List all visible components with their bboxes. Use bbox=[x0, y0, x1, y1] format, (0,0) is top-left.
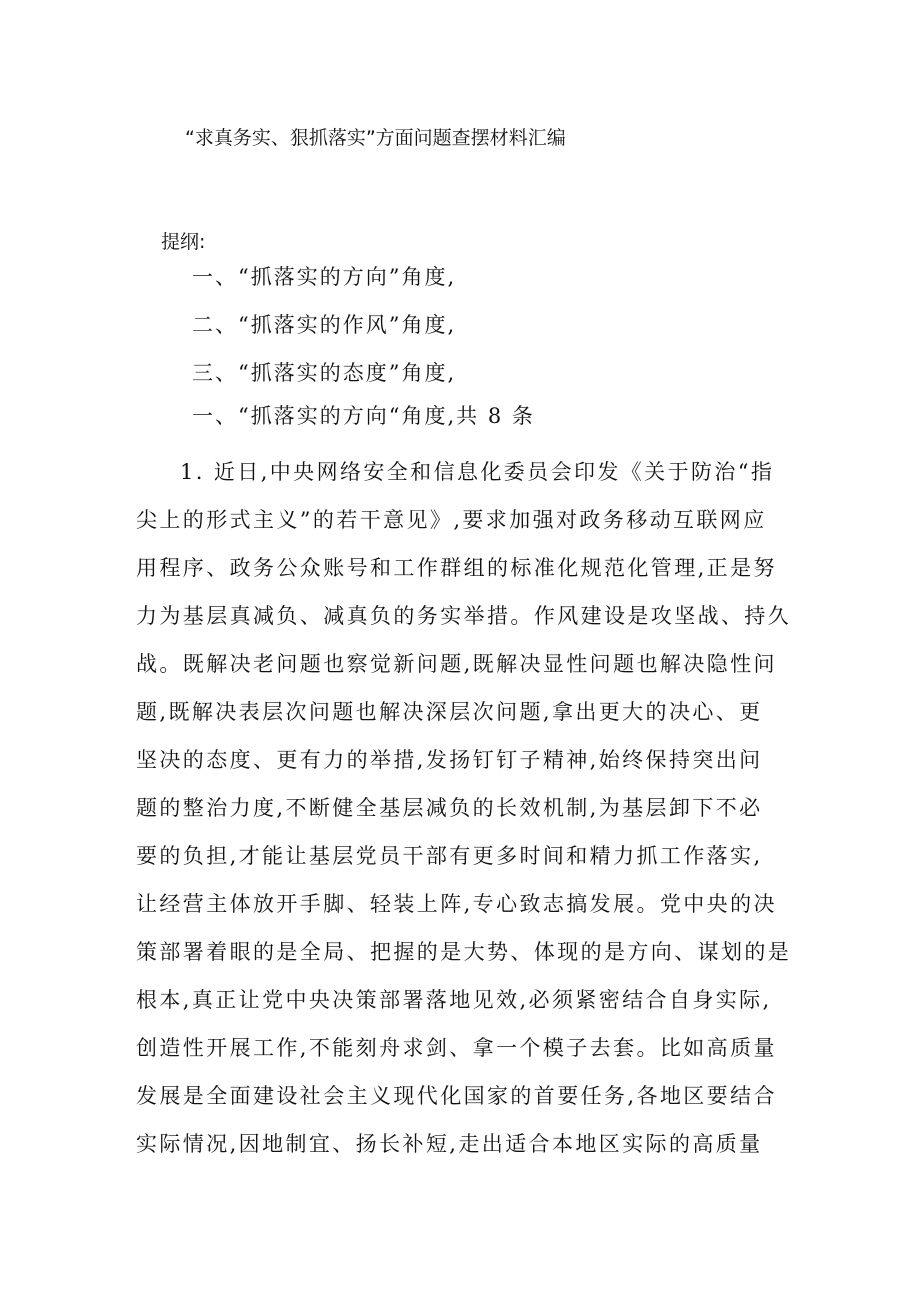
outline-item-1: 一、“抓落实的方向”角度, bbox=[192, 265, 457, 289]
paragraph-line: 用程序、政务公众账号和工作群组的标准化规范化管理,正是努 bbox=[136, 556, 777, 580]
paragraph-line: 1. 近日,中央网络安全和信息化委员会印发《关于防治“指 bbox=[180, 460, 775, 484]
paragraph-line: 发展是全面建设社会主义现代化国家的首要任务,各地区要结合 bbox=[136, 1084, 777, 1108]
paragraph-line: 实际情况,因地制宜、扬长补短,走出适合本地区实际的高质量 bbox=[136, 1132, 763, 1156]
paragraph-line: 题的整治力度,不断健全基层减负的长效机制,为基层卸下不必 bbox=[136, 796, 763, 820]
paragraph-line: 让经营主体放开手脚、轻装上阵,专心致志搞发展。党中央的决 bbox=[136, 892, 777, 916]
paragraph-line: 战。既解决老问题也察觉新问题,既解决显性问题也解决隐性问 bbox=[136, 652, 777, 676]
paragraph-line: 坚决的态度、更有力的举措,发扬钉钉子精神,始终保持突出问 bbox=[136, 748, 763, 772]
document-title: “求真务实、狠抓落实”方面问题查摆材料汇编 bbox=[185, 127, 566, 149]
paragraph-line: 根本,真正让党中央决策部署落地见效,必须紧密结合自身实际, bbox=[136, 988, 772, 1012]
outline-label: 提纲: bbox=[161, 231, 206, 253]
paragraph-line: 策部署着眼的是全局、把握的是大势、体现的是方向、谋划的是 bbox=[136, 940, 792, 964]
body-paragraph bbox=[136, 448, 796, 1168]
outline-item-3: 三、“抓落实的态度”角度, bbox=[192, 361, 457, 385]
section-heading: 一、“抓落实的方向“角度,共 8 条 bbox=[192, 404, 535, 428]
paragraph-line: 尖上的形式主义”的若干意见》,要求加强对政务移动互联网应 bbox=[136, 508, 767, 532]
paragraph-line: 要的负担,才能让基层党员干部有更多时间和精力抓工作落实, bbox=[136, 844, 763, 868]
outline-item-2: 二、“抓落实的作风”角度, bbox=[192, 313, 457, 337]
paragraph-line: 力为基层真减负、减真负的务实举措。作风建设是攻坚战、持久 bbox=[136, 604, 792, 628]
paragraph-line: 创造性开展工作,不能刻舟求剑、拿一个模子去套。比如高质量 bbox=[136, 1036, 777, 1060]
paragraph-line: 题,既解决表层次问题也解决深层次问题,拿出更大的决心、更 bbox=[136, 700, 763, 724]
